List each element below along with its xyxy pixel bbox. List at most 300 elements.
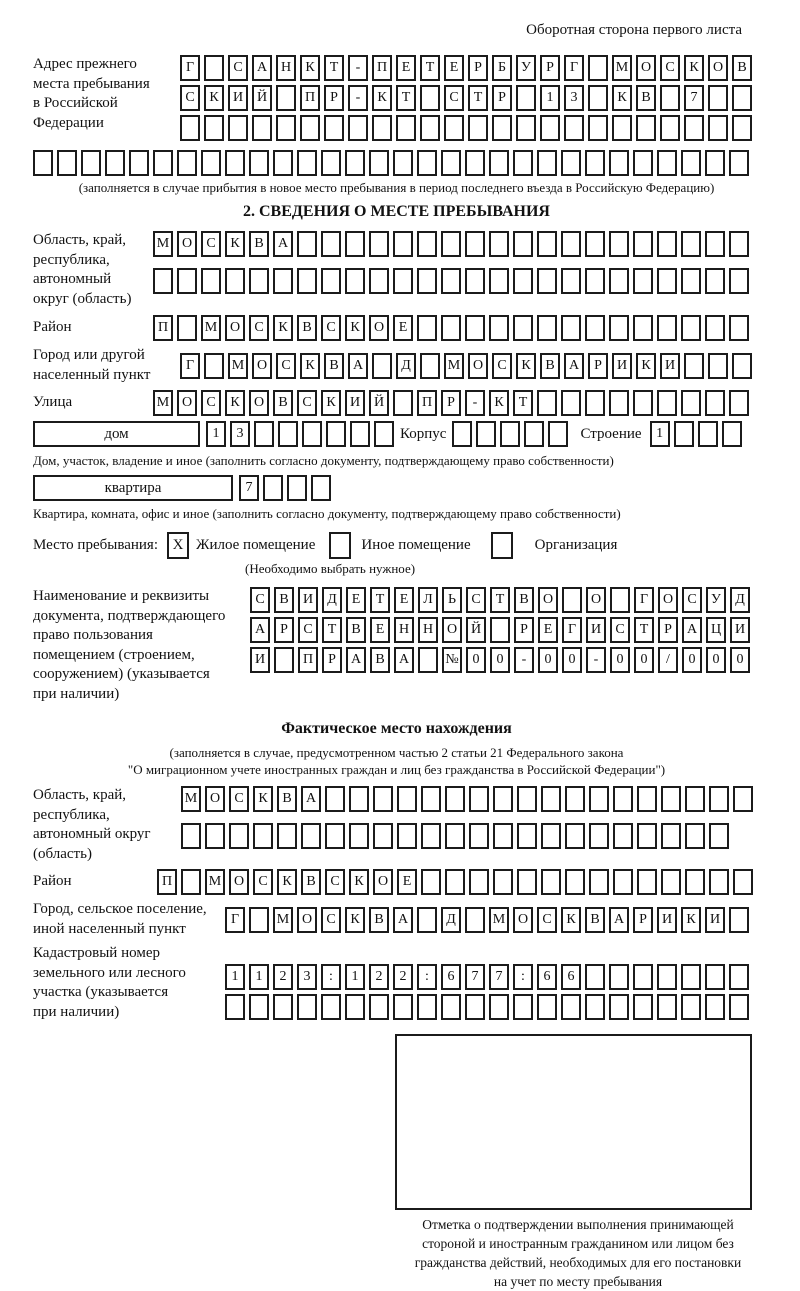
region-row-1 — [153, 231, 753, 257]
char-box — [729, 315, 749, 341]
text-line: при наличии) — [33, 685, 120, 702]
char-box — [465, 907, 485, 933]
char-box: Р — [633, 907, 653, 933]
char-box — [393, 994, 413, 1020]
char-box — [201, 150, 221, 176]
char-box — [660, 115, 680, 141]
actual-location-caption — [33, 744, 760, 778]
char-box — [585, 390, 605, 416]
char-box — [564, 115, 584, 141]
char-box — [657, 150, 677, 176]
char-box: К — [489, 390, 509, 416]
char-box — [588, 85, 608, 111]
text-line: помещением (строением, — [33, 646, 195, 663]
char-box — [417, 315, 437, 341]
char-box — [225, 268, 245, 294]
char-box: В — [514, 587, 534, 613]
char-box: И — [657, 907, 677, 933]
char-box: Е — [370, 617, 390, 643]
char-box — [324, 115, 344, 141]
char-box — [420, 353, 440, 379]
char-box — [325, 786, 345, 812]
char-box — [465, 231, 485, 257]
korpus-label: Корпус — [400, 426, 447, 442]
char-box — [733, 786, 753, 812]
char-box: Т — [513, 390, 533, 416]
char-box — [181, 823, 201, 849]
char-box — [565, 786, 585, 812]
char-box: Й — [466, 617, 486, 643]
char-box: И — [660, 353, 680, 379]
char-box — [490, 617, 510, 643]
char-box — [705, 964, 725, 990]
char-box — [729, 964, 749, 990]
char-box: Б — [492, 55, 512, 81]
char-box — [657, 964, 677, 990]
char-box: 7 — [684, 85, 704, 111]
char-box — [349, 786, 369, 812]
checkbox-organization — [491, 532, 513, 559]
char-box: О — [369, 315, 389, 341]
char-box — [565, 823, 585, 849]
char-box — [685, 786, 705, 812]
char-box — [609, 231, 629, 257]
prev-address-row-4 — [33, 150, 800, 176]
char-box — [493, 823, 513, 849]
cadastral-block — [33, 944, 800, 1024]
text-line: Адрес прежнего — [33, 56, 137, 72]
char-box: О — [249, 390, 269, 416]
char-box: Т — [370, 587, 390, 613]
char-box — [397, 823, 417, 849]
char-box — [177, 150, 197, 176]
char-box: А — [273, 231, 293, 257]
char-box: В — [585, 907, 605, 933]
prev-address-row-1 — [180, 55, 756, 81]
char-box: В — [324, 353, 344, 379]
char-box — [661, 869, 681, 895]
char-box — [369, 268, 389, 294]
char-box: К — [636, 353, 656, 379]
char-box — [537, 994, 557, 1020]
char-box — [729, 268, 749, 294]
char-box: В — [297, 315, 317, 341]
char-box: П — [153, 315, 173, 341]
char-box — [561, 390, 581, 416]
char-box: 1 — [650, 421, 670, 447]
region-block — [33, 231, 800, 309]
char-box: Р — [492, 85, 512, 111]
char-box — [613, 786, 633, 812]
char-box — [705, 315, 725, 341]
char-box — [396, 115, 416, 141]
actual-settlement-block — [33, 900, 800, 939]
char-box: 3 — [230, 421, 250, 447]
char-box — [708, 115, 728, 141]
actual-region-block — [33, 786, 800, 864]
char-box — [489, 150, 509, 176]
char-box — [524, 421, 544, 447]
char-box — [418, 647, 438, 673]
text-line: на учет по месту пребывания — [493, 1274, 663, 1289]
char-box: У — [706, 587, 726, 613]
char-box — [610, 587, 630, 613]
char-box — [228, 115, 248, 141]
char-box — [657, 315, 677, 341]
char-box: О — [205, 786, 225, 812]
city-row — [180, 353, 756, 379]
char-box: / — [658, 647, 678, 673]
char-box — [657, 390, 677, 416]
char-box: Д — [441, 907, 461, 933]
char-box — [393, 231, 413, 257]
char-box — [393, 268, 413, 294]
char-box: Р — [540, 55, 560, 81]
char-box: Т — [322, 617, 342, 643]
char-box: - — [348, 85, 368, 111]
char-box: И — [586, 617, 606, 643]
stay-type-label: Место пребывания: — [33, 537, 158, 553]
char-box: М — [153, 231, 173, 257]
char-box — [513, 150, 533, 176]
document-label — [33, 587, 250, 704]
char-box: С — [660, 55, 680, 81]
char-box: 2 — [393, 964, 413, 990]
char-box: А — [393, 907, 413, 933]
char-box — [585, 994, 605, 1020]
char-box — [660, 85, 680, 111]
char-box — [33, 150, 53, 176]
char-box: О — [513, 907, 533, 933]
char-box — [705, 231, 725, 257]
char-box — [345, 231, 365, 257]
text-line: места пребывания — [33, 75, 150, 92]
char-box — [537, 150, 557, 176]
char-box — [345, 268, 365, 294]
text-line: Область, край, — [33, 232, 127, 248]
char-box: Е — [538, 617, 558, 643]
char-box — [684, 353, 704, 379]
char-box — [585, 315, 605, 341]
char-box — [541, 823, 561, 849]
char-box — [681, 150, 701, 176]
char-box: К — [225, 390, 245, 416]
char-box: И — [730, 617, 750, 643]
prev-address-row-3 — [180, 115, 756, 141]
char-box: 2 — [369, 964, 389, 990]
street-block — [33, 390, 800, 416]
char-box — [516, 115, 536, 141]
char-box — [637, 786, 657, 812]
char-box — [177, 315, 197, 341]
document-row-1 — [250, 587, 754, 613]
char-box: Т — [490, 587, 510, 613]
text-line: участка (указывается — [33, 984, 169, 1000]
char-box: С — [201, 231, 221, 257]
char-box — [417, 268, 437, 294]
char-box: 7 — [239, 475, 259, 501]
char-box — [589, 786, 609, 812]
text-line: автономный округ — [33, 826, 151, 842]
char-box: Н — [418, 617, 438, 643]
char-box: К — [300, 353, 320, 379]
char-box: К — [345, 907, 365, 933]
char-box: Й — [369, 390, 389, 416]
char-box: В — [301, 869, 321, 895]
text-line: (заполняется в случае, предусмотренном частью 2 статьи 21 Федерального закона — [169, 745, 624, 760]
char-box: М — [205, 869, 225, 895]
char-box: Р — [324, 85, 344, 111]
actual-location-title: Фактическое место нахождения — [281, 720, 512, 737]
char-box: Р — [588, 353, 608, 379]
district-row — [153, 315, 753, 341]
char-box — [420, 85, 440, 111]
char-box: Г — [180, 55, 200, 81]
char-box: П — [300, 85, 320, 111]
char-box — [674, 421, 694, 447]
char-box — [561, 994, 581, 1020]
char-box: К — [349, 869, 369, 895]
char-box — [585, 964, 605, 990]
cadastral-row-1 — [225, 964, 753, 990]
char-box — [705, 150, 725, 176]
char-box: Т — [634, 617, 654, 643]
char-box — [452, 421, 472, 447]
char-box: Г — [562, 617, 582, 643]
char-box — [441, 231, 461, 257]
char-box: Е — [396, 55, 416, 81]
char-box — [421, 786, 441, 812]
text-line: Область, край, — [33, 787, 127, 803]
char-box: К — [681, 907, 701, 933]
stroenie-label: Строение — [580, 426, 642, 442]
char-box — [273, 994, 293, 1020]
char-box — [249, 907, 269, 933]
char-box — [609, 268, 629, 294]
char-box — [445, 869, 465, 895]
text-line: Федерации — [33, 114, 104, 131]
char-box — [420, 115, 440, 141]
char-box — [732, 353, 752, 379]
char-box: 1 — [206, 421, 226, 447]
street-label: Улица — [33, 394, 73, 411]
char-box — [609, 390, 629, 416]
cadastral-rows — [225, 964, 753, 1024]
char-box — [489, 315, 509, 341]
stay-type-note: (Необходимо выбрать нужное) — [245, 561, 416, 576]
text-line: сооружением) (указывается — [33, 666, 210, 682]
text-line: иной населенный пункт — [33, 920, 186, 937]
text-line: Город или другой — [33, 347, 145, 363]
char-box — [661, 786, 681, 812]
char-box: О — [177, 231, 197, 257]
document-block — [33, 587, 800, 704]
char-box — [441, 268, 461, 294]
char-box — [421, 823, 441, 849]
char-box — [537, 390, 557, 416]
char-box — [180, 115, 200, 141]
char-box: С — [276, 353, 296, 379]
char-box — [565, 869, 585, 895]
stay-type-row — [33, 532, 800, 559]
char-box — [321, 231, 341, 257]
char-box — [609, 994, 629, 1020]
char-box — [492, 115, 512, 141]
char-box — [705, 390, 725, 416]
section2-title: 2. СВЕДЕНИЯ О МЕСТЕ ПРЕБЫВАНИЯ — [243, 203, 550, 220]
option-organization-label: Организация — [534, 537, 618, 553]
char-box — [469, 823, 489, 849]
char-box — [633, 150, 653, 176]
char-box: С — [325, 869, 345, 895]
char-box — [705, 268, 725, 294]
char-box: А — [346, 647, 366, 673]
char-box — [369, 994, 389, 1020]
char-box — [321, 268, 341, 294]
text-line: республика, — [33, 251, 110, 268]
char-box: Н — [276, 55, 296, 81]
char-box — [685, 869, 705, 895]
char-box: С — [253, 869, 273, 895]
char-box — [585, 231, 605, 257]
char-box: М — [612, 55, 632, 81]
char-box — [561, 231, 581, 257]
char-box — [493, 869, 513, 895]
char-box — [513, 231, 533, 257]
char-box — [729, 994, 749, 1020]
city-block — [33, 346, 800, 385]
char-box — [729, 907, 749, 933]
char-box: И — [345, 390, 365, 416]
char-box: : — [321, 964, 341, 990]
char-box: А — [250, 617, 270, 643]
char-box — [273, 150, 293, 176]
char-box: Р — [322, 647, 342, 673]
char-box: С — [682, 587, 702, 613]
text-line: населенный пункт — [33, 366, 151, 383]
char-box: В — [249, 231, 269, 257]
char-box: Р — [658, 617, 678, 643]
char-box: Н — [394, 617, 414, 643]
char-box — [657, 231, 677, 257]
char-box: 7 — [465, 964, 485, 990]
char-box — [249, 994, 269, 1020]
char-box: - — [465, 390, 485, 416]
text-line: округ (область) — [33, 290, 132, 307]
char-box: Д — [730, 587, 750, 613]
char-box — [326, 421, 346, 447]
char-box: А — [682, 617, 702, 643]
actual-district-row — [157, 869, 757, 895]
char-box: - — [586, 647, 606, 673]
actual-district-label: Район — [33, 873, 72, 890]
char-box: С — [180, 85, 200, 111]
char-box — [561, 268, 581, 294]
char-box — [201, 268, 221, 294]
text-line: автономный — [33, 271, 112, 287]
char-box — [540, 115, 560, 141]
char-box — [297, 150, 317, 176]
char-box — [345, 994, 365, 1020]
char-box: Д — [396, 353, 416, 379]
char-box — [633, 268, 653, 294]
city-label — [33, 346, 180, 385]
char-box — [181, 869, 201, 895]
char-box: - — [514, 647, 534, 673]
char-box — [517, 869, 537, 895]
char-box — [254, 421, 274, 447]
char-box — [589, 869, 609, 895]
char-box: 0 — [634, 647, 654, 673]
char-box — [548, 421, 568, 447]
char-box — [476, 421, 496, 447]
char-box: 6 — [537, 964, 557, 990]
apartment-cells — [239, 475, 335, 501]
char-box: И — [612, 353, 632, 379]
page-side-note: Оборотная сторона первого листа — [526, 22, 742, 38]
char-box — [729, 231, 749, 257]
char-box — [465, 315, 485, 341]
char-box — [469, 786, 489, 812]
char-box: К — [204, 85, 224, 111]
char-box — [681, 315, 701, 341]
char-box — [513, 994, 533, 1020]
char-box — [465, 150, 485, 176]
char-box — [153, 268, 173, 294]
char-box — [277, 823, 297, 849]
char-box — [585, 150, 605, 176]
char-box: Г — [225, 907, 245, 933]
char-box: Т — [324, 55, 344, 81]
char-box: А — [394, 647, 414, 673]
text-line: документа, подтверждающего — [33, 607, 226, 624]
text-line: в Российской — [33, 95, 118, 111]
char-box — [537, 231, 557, 257]
char-box — [637, 823, 657, 849]
char-box — [562, 587, 582, 613]
text-line: республика, — [33, 806, 110, 823]
char-box — [733, 869, 753, 895]
char-box — [493, 786, 513, 812]
char-box: М — [181, 786, 201, 812]
char-box: И — [705, 907, 725, 933]
char-box: К — [516, 353, 536, 379]
prev-address-caption: (заполняется в случае прибытия в новое место пребывания в период последнего въезда в Российскую Федерацию) — [78, 180, 715, 195]
char-box: С — [321, 315, 341, 341]
char-box: А — [609, 907, 629, 933]
actual-region-row-1 — [181, 786, 757, 812]
char-box: Г — [180, 353, 200, 379]
char-box: С — [228, 55, 248, 81]
char-box: 1 — [249, 964, 269, 990]
char-box — [609, 315, 629, 341]
char-box — [633, 964, 653, 990]
char-box — [609, 150, 629, 176]
char-box: 3 — [297, 964, 317, 990]
char-box — [513, 315, 533, 341]
char-box — [297, 994, 317, 1020]
char-box: Д — [322, 587, 342, 613]
char-box: В — [346, 617, 366, 643]
char-box — [681, 390, 701, 416]
char-box — [657, 994, 677, 1020]
char-box — [129, 150, 149, 176]
char-box: 0 — [610, 647, 630, 673]
char-box: С — [250, 587, 270, 613]
char-box — [374, 421, 394, 447]
char-box — [588, 115, 608, 141]
char-box: С — [610, 617, 630, 643]
